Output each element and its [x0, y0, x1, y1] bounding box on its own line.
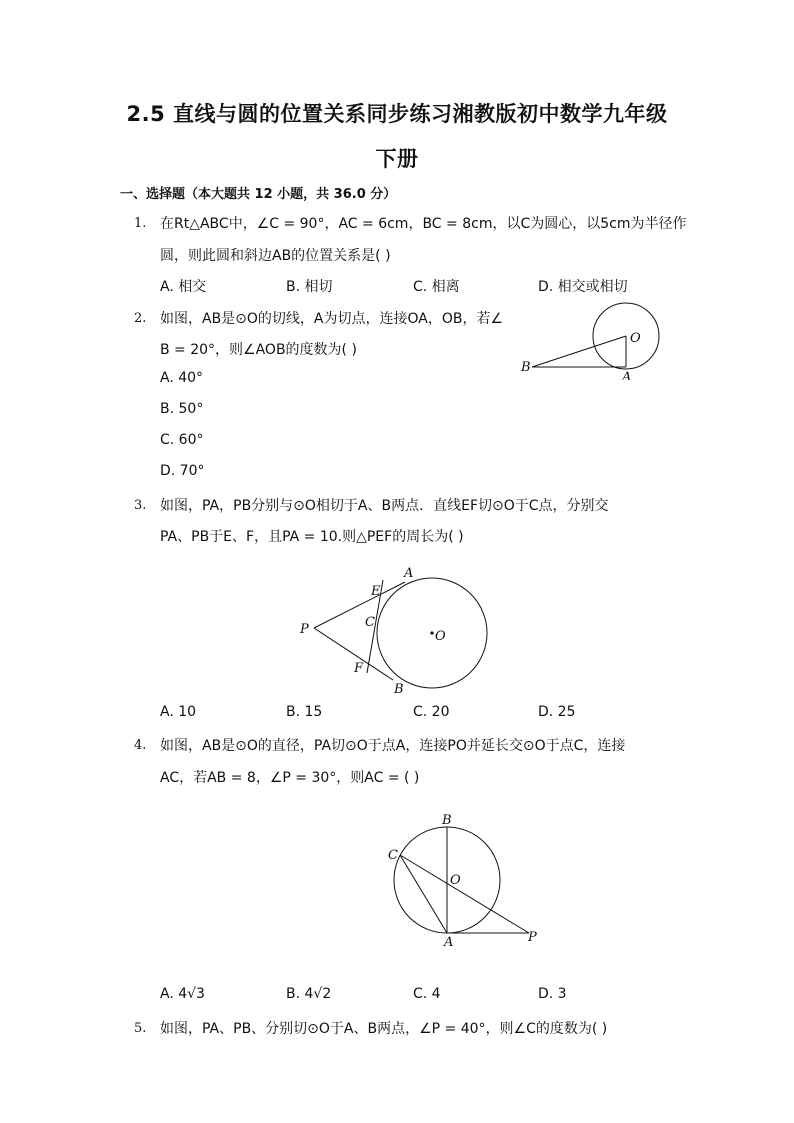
- q4-figure: [380, 812, 545, 950]
- q1-option-b[interactable]: B. 相切: [286, 279, 333, 295]
- q3-figure: [295, 560, 495, 700]
- q2-option-d[interactable]: D. 70°: [160, 463, 205, 479]
- section-heading: 一、选择题（本大题共 12 小题，共 36.0 分）: [120, 187, 397, 202]
- q5-stem-line1: 如图，PA、PB、分别切⊙O于A、B两点，∠P = 40°，则∠C的度数为( ): [160, 1021, 608, 1037]
- page-title-line2: 下册: [375, 147, 419, 171]
- q4-number: 4.: [134, 738, 147, 753]
- q2-label-o: O: [630, 331, 641, 346]
- q3-option-a[interactable]: A. 10: [160, 704, 197, 720]
- q3-center-dot: [430, 631, 433, 634]
- q2-label-a: A: [622, 370, 632, 380]
- q1-stem-line2: 圆，则此圆和斜边AB的位置关系是( ): [160, 248, 391, 264]
- q3-number: 3.: [134, 498, 147, 513]
- q1-option-c[interactable]: C. 相离: [413, 279, 460, 295]
- q4-option-d[interactable]: D. 3: [538, 986, 567, 1002]
- q3-stem-line2: PA、PB于E、F，且PA = 10.则△PEF的周长为( ): [160, 529, 464, 545]
- q3-option-b[interactable]: B. 15: [286, 704, 323, 720]
- q4-chord-ac: [400, 855, 447, 933]
- q1-number: 1.: [134, 216, 147, 231]
- q1-option-a[interactable]: A. 相交: [160, 279, 207, 295]
- q4-option-b[interactable]: B. 4√2: [286, 986, 332, 1002]
- q4-label-c: C: [388, 848, 398, 863]
- q3-option-d[interactable]: D. 25: [538, 704, 576, 720]
- q3-label-e: E: [371, 584, 381, 599]
- q2-label-b: B: [521, 360, 531, 375]
- q3-label-a: A: [404, 566, 414, 581]
- q2-option-a[interactable]: A. 40°: [160, 370, 204, 386]
- q4-option-c[interactable]: C. 4: [413, 986, 441, 1002]
- q1-option-d[interactable]: D. 相交或相切: [538, 279, 628, 295]
- q3-label-c: C: [365, 615, 375, 630]
- q3-label-f: F: [354, 661, 364, 676]
- page-title-line1: 2.5 直线与圆的位置关系同步练习湘教版初中数学九年级: [126, 102, 668, 126]
- q4-line-pc: [400, 855, 529, 933]
- q2-stem-line2: B = 20°，则∠AOB的度数为( ): [160, 342, 357, 358]
- q4-label-a: A: [444, 935, 454, 950]
- q4-stem-line1: 如图，AB是⊙O的直径，PA切⊙O于点A，连接PO并延长交⊙O于点C，连接: [160, 738, 626, 754]
- q2-number: 2.: [134, 311, 147, 326]
- q4-label-o: O: [450, 873, 461, 888]
- q3-label-b: B: [394, 682, 404, 697]
- q1-stem-line1: 在Rt△ABC中，∠C = 90°，AC = 6cm，BC = 8cm，以C为圆心，以5cm为半径作: [160, 216, 687, 232]
- q4-stem-line2: AC，若AB = 8，∠P = 30°，则AC = ( ): [160, 770, 420, 786]
- q2-option-b[interactable]: B. 50°: [160, 401, 204, 417]
- q5-number: 5.: [134, 1021, 147, 1036]
- q3-option-c[interactable]: C. 20: [413, 704, 450, 720]
- q3-tangent-pa: [314, 582, 405, 628]
- q2-figure: [510, 298, 670, 380]
- q3-stem-line1: 如图，PA，PB分别与⊙O相切于A、B两点．直线EF切⊙O于C点，分别交: [160, 498, 609, 514]
- q4-option-a[interactable]: A. 4√3: [160, 986, 205, 1002]
- q3-label-o: O: [435, 629, 446, 644]
- q4-label-b: B: [442, 813, 452, 828]
- q2-segment-ob: [532, 336, 626, 367]
- q2-stem-line1: 如图，AB是⊙O的切线，A为切点，连接OA，OB，若∠: [160, 311, 504, 327]
- q4-label-p: P: [528, 930, 537, 945]
- q2-option-c[interactable]: C. 60°: [160, 432, 204, 448]
- q3-label-p: P: [300, 622, 309, 637]
